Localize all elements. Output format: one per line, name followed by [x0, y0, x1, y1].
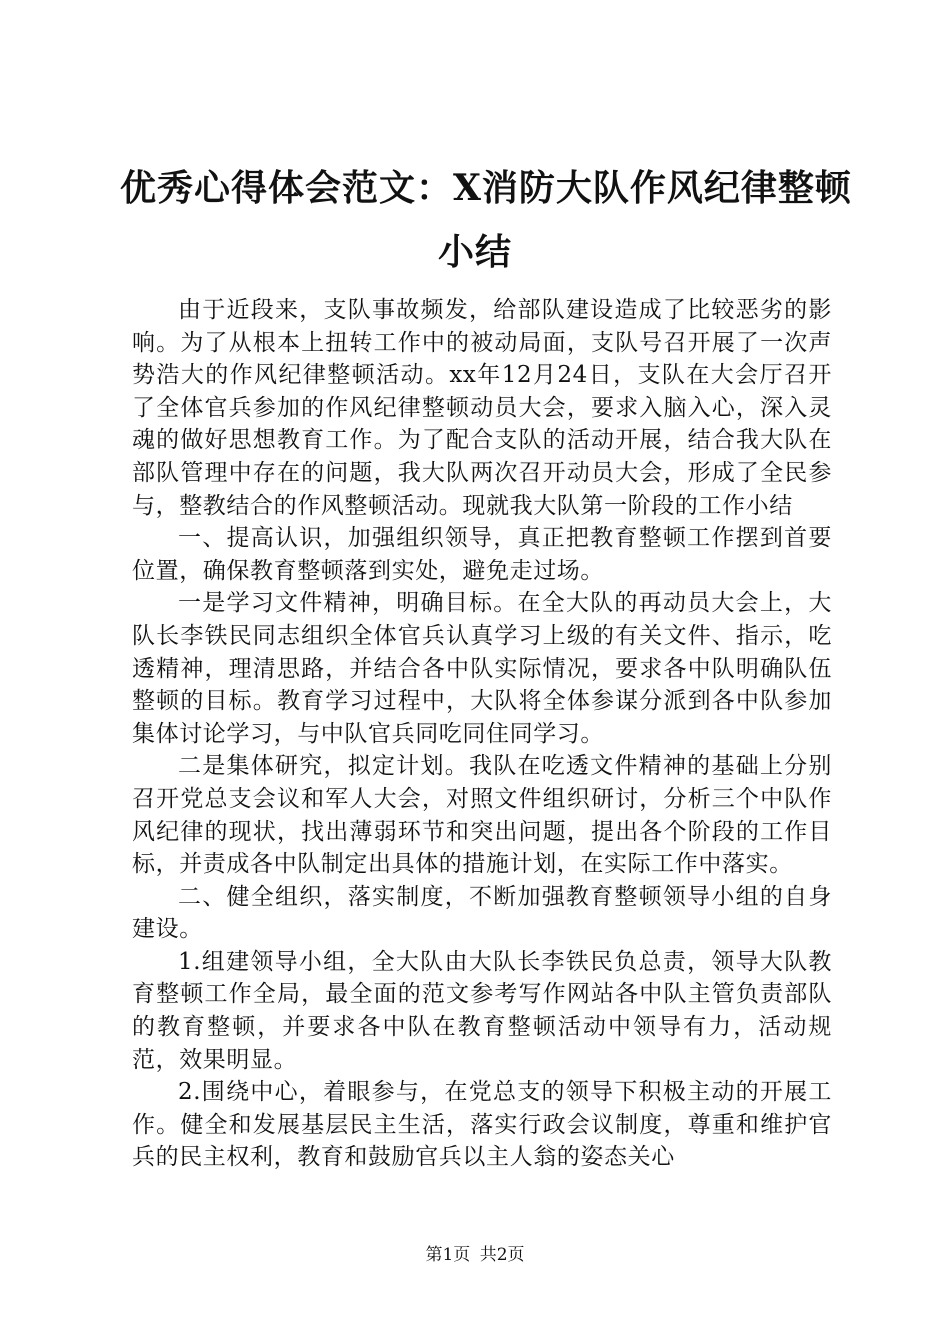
paragraph-intro: 由于近段来，支队事故频发，给部队建设造成了比较恶劣的影响。为了从根本上扭转工作中的被动局面，支队号召开展了一次声势浩大的作风纪律整顿活动。xx年12月24日，支队在大会厅召开了全体官兵参加的作风纪律整顿动员大会，要求入脑入心，深入灵魂的做好思想教育工作。为了配合支队的活动开展，结合我大队在部队管理中存在的问题，我大队两次召开动员大会，形成了全民参与，整教结合的作风整顿活动。现就我大队第一阶段的工作小结: [132, 297, 832, 519]
paragraph-collective-research: 二是集体研究，拟定计划。我队在吃透文件精神的基础上分别召开党总支会议和军人大会，对照文件组织研讨，分析三个中队作风纪律的现状，找出薄弱环节和突出问题，提出各个阶段的工作目标，并责成各中队制定出具体的措施计划，在实际工作中落实。: [132, 753, 832, 878]
page-total: 共2页: [479, 1245, 525, 1265]
paragraph-study-documents: 一是学习文件精神，明确目标。在全大队的再动员大会上，大队长李铁民同志组织全体官兵认真学习上级的有关文件、指示，吃透精神，理清思路，并结合各中队实际情况，要求各中队明确队伍整顿的目标。教育学习过程中，大队将全体参谋分派到各中队参加集体讨论学习，与中队官兵同吃同住同学习。: [132, 590, 832, 747]
paragraph-section-2-heading: 二、健全组织，落实制度，不断加强教育整顿领导小组的自身建设。: [132, 883, 832, 943]
title-line-1: 优秀心得体会范文：X消防大队作风纪律整顿: [120, 167, 852, 209]
document-title: [120, 156, 852, 284]
title-line-2: 小结: [437, 231, 512, 273]
document-body: [132, 294, 832, 1174]
paragraph-leadership-group: 1.组建领导小组，全大队由大队长李铁民负总责，领导大队教育整顿工作全局，最全面的范文参考写作网站各中队主管负责部队的教育整顿，并要求各中队在教育整顿活动中领导有力，活动规范，效果明显。: [132, 948, 832, 1073]
paragraph-section-1-heading: 一、提高认识，加强组织领导，真正把教育整顿工作摆到首要位置，确保教育整顿落到实处，避免走过场。: [132, 525, 832, 584]
paragraph-focus-center: 2.围绕中心，着眼参与，在党总支的领导下积极主动的开展工作。健全和发展基层民主生活，落实行政会议制度，尊重和维护官兵的民主权利，教育和鼓励官兵以主人翁的姿态关心: [132, 1079, 832, 1171]
page-number: 第1页: [425, 1245, 471, 1265]
page-footer: [0, 1244, 950, 1266]
